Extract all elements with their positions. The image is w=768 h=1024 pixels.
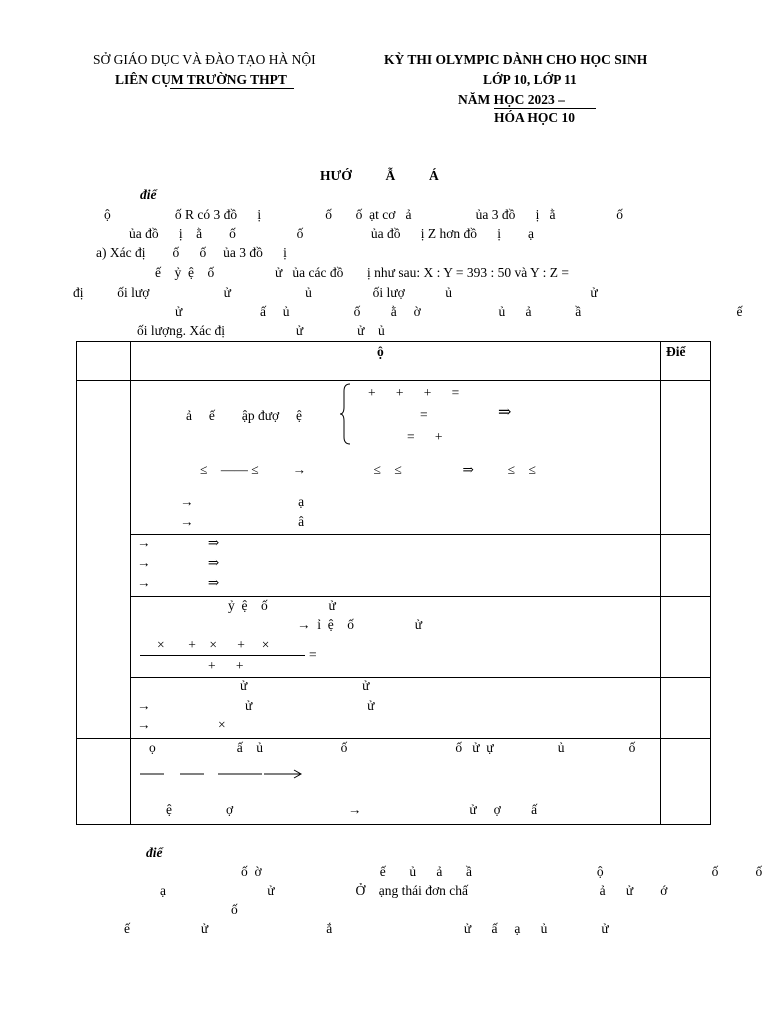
row3-numerator: × + × + × [157,637,270,652]
header-left-line2: LIÊN CỤM TRƯỜNG THPT [115,72,287,87]
row3-line1: ỷ ệ ố ử [228,598,336,613]
header-left-line1: SỞ GIÁO DỤC VÀ ĐÀO TẠO HÀ NỘI [93,52,316,67]
row1-arrow1: → ạ [180,494,305,509]
row3-line2: → ỉ ệ ố ử [297,617,423,632]
row2-line2: → ⇒ [137,555,220,570]
row1-system-lead: ả ế ập đượ ệ [186,408,303,423]
page-title: HƯỚ Ẫ Á [320,168,439,183]
header-right-line3: NĂM HỌC 2023 – [458,92,565,107]
question2-points-label: điể [146,845,163,860]
row5-line1: ọ ấ ủ ố ố ử ự ủ ố [149,740,636,755]
row1-inequality: ≤ —— ≤ → ≤ ≤ ⇒ ≤ ≤ [200,462,536,477]
table-header-content: ộ [377,344,384,359]
row3-denominator: + + [208,658,244,673]
question2-line3: ố [231,902,238,917]
brace-icon [340,383,352,445]
reaction-arrows [140,768,310,780]
question1-line3: ế ỷ ệ ố ử ủa các đồ ị như sau: X : Y = 393 : 50 và Y : Z = [155,265,570,280]
fraction-bar [140,655,305,656]
row3-equals: = [309,647,317,662]
question1-line4: đị ối lượ ử ủ ối lượ ủ ử [73,285,598,300]
question1-line1: ộ ố R có 3 đồ ị ố ố ạt cơ ả ủa 3 đồ ị ằ ố [104,207,623,222]
table-header-points: Điể [666,344,686,359]
question1-line5: ử ấ ủ ố ằ ờ ủ ả ầ ế [175,304,743,319]
row4-line1: ử ử [240,678,370,693]
question1-line2: ủa đồ ị ằ ố ố ủa đồ ị Z hơn đồ ị ạ [129,226,534,241]
row1-eq3: = + [407,429,443,444]
question2-line4: ế ử ắ ử ấ ạ ủ ử [124,921,609,936]
row4-line3: → × [137,717,226,732]
row2-line1: → ⇒ [137,535,220,550]
question2-line2: ạ ử Ở ạng thái đơn chấ ả ử ớ [160,883,668,898]
row2-line3: → ⇒ [137,575,220,590]
question1-part-a: a) Xác đị ố ố ủa 3 đồ ị [96,245,287,260]
row4-line2: → ử ử [137,698,375,713]
question2-line1: ố ờ ế ủ ả ầ ộ ố ố [241,864,763,879]
row5-line3: ệ ợ → ử ợ ấ [166,802,538,817]
row1-eq2: = [420,407,428,422]
header-right-line2: LỚP 10, LỚP 11 [483,72,577,87]
header-right-underline [494,108,596,109]
header-right-line1: KỲ THI OLYMPIC DÀNH CHO HỌC SINH [384,52,648,67]
question1-line6: ối lượng. Xác đị ử ử ủ [137,323,385,338]
implies-icon: ⇒ [498,404,512,421]
header-right-line4: HÓA HỌC 10 [494,110,576,125]
row1-eq1: + + + = [368,385,460,400]
row1-arrow2: → â [180,514,305,529]
header-left-underline [170,88,294,89]
question1-points-label: điể [140,187,157,202]
